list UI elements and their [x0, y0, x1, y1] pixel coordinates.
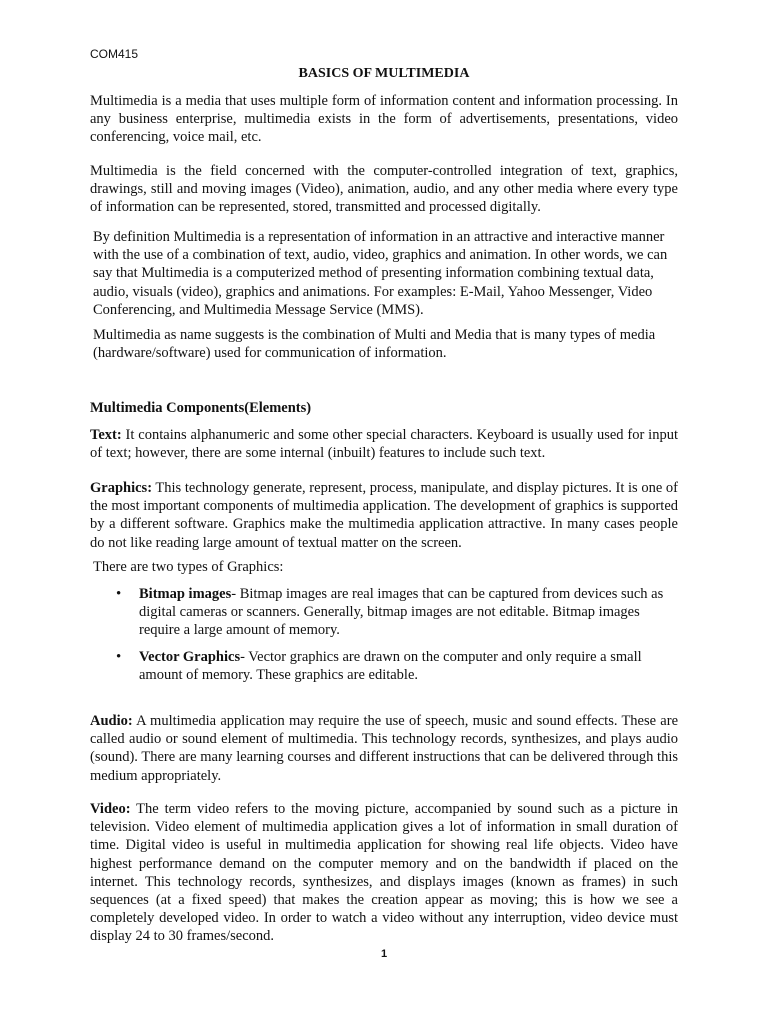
bullet-bitmap-label: Bitmap images	[139, 586, 232, 602]
video-component-label: Video:	[90, 801, 131, 817]
graphics-component-body: This technology generate, represent, process, manipulate, and display pictures. It is one of the most important components of multimedia application. The development of graphics is supported by a different software. Graphics make the multimedia application attractive. In many cases people do not like reading large amount of textual matter on the screen.	[90, 480, 678, 551]
audio-component-body: A multimedia application may require the use of speech, music and sound effects. These are called audio or sound element of multimedia. This technology records, synthesizes, and plays audio (sound). There are many learning courses and different instructions that can be delivered through this medium appropriately.	[90, 713, 678, 784]
intro-paragraph-2: Multimedia is the field concerned with the computer-controlled integration of text, graphics, drawings, still and moving images (Video), animation, audio, and any other media where every type of information can be represented, stored, transmitted and processed digitally.	[90, 163, 678, 216]
audio-component-label: Audio:	[90, 713, 133, 729]
bullet-vector-body: - Vector graphics are drawn on the computer and only require a small amount of memory. These graphics are editable.	[139, 649, 642, 684]
intro-paragraph-1: Multimedia is a media that uses multiple form of information content and information processing. In any business enterprise, multimedia exists in the form of advertisements, presentations, video conferencing, voice mail, etc.	[90, 93, 678, 146]
page-title: BASICS OF MULTIMEDIA	[298, 66, 470, 81]
text-component-paragraph	[90, 426, 678, 462]
text-component-label: Text:	[90, 427, 122, 443]
intro-paragraph-3: By definition Multimedia is a representation of information in an attractive and interactive manner with the use of a combination of text, audio, video, graphics and animation. In other words, we can say that Multimedia is a computerized method of presenting information combining textual data, audio, visuals (video), graphics and animations. For examples: E-Mail, Yahoo Messenger, Video Conferencing, and Multimedia Message Service (MMS).	[93, 229, 668, 318]
graphics-component-paragraph	[90, 479, 678, 552]
video-component-paragraph	[90, 800, 678, 946]
bullet-bitmap-images	[116, 585, 679, 640]
text-component-body: It contains alphanumeric and some other special characters. Keyboard is usually used for input of text; however, there are some internal (inbuilt) features to include such text.	[90, 427, 678, 462]
video-component-body: The term video refers to the moving picture, accompanied by sound such as a picture in television. Video element of multimedia application gives a lot of information in small duration of time. Digital video is useful in multimedia application for showing real life objects. Video have highest performance demand on the computer memory and on the bandwidth if placed on the internet. This technology records, synthesizes, and displays images (known as frames) in such sequences (at a fixed speed) that makes the creation appear as moving; this is how we see a completely developed video. In order to watch a video without any interruption, video device must display 24 to 30 frames/second.	[90, 801, 678, 945]
bullet-vector-label: Vector Graphics	[139, 649, 241, 665]
bullet-icon: •	[116, 586, 122, 602]
course-code: COM415	[90, 47, 139, 61]
bullet-vector-graphics	[116, 648, 679, 684]
intro-paragraph-4: Multimedia as name suggests is the combination of Multi and Media that is many types of media (hardware/software) used for communication of information.	[93, 327, 656, 362]
audio-component-paragraph	[90, 712, 678, 785]
bullet-icon: •	[116, 649, 122, 665]
page-number: 1	[380, 948, 388, 960]
graphics-component-label: Graphics:	[90, 480, 153, 496]
graphics-types-intro: There are two types of Graphics:	[93, 559, 284, 575]
section-heading-components: Multimedia Components(Elements)	[90, 400, 312, 416]
bullet-bitmap-body: - Bitmap images are real images that can be captured from devices such as digital cameras or scanners. Generally, bitmap images are not editable. Bitmap images require a large amount of memory.	[139, 586, 664, 639]
